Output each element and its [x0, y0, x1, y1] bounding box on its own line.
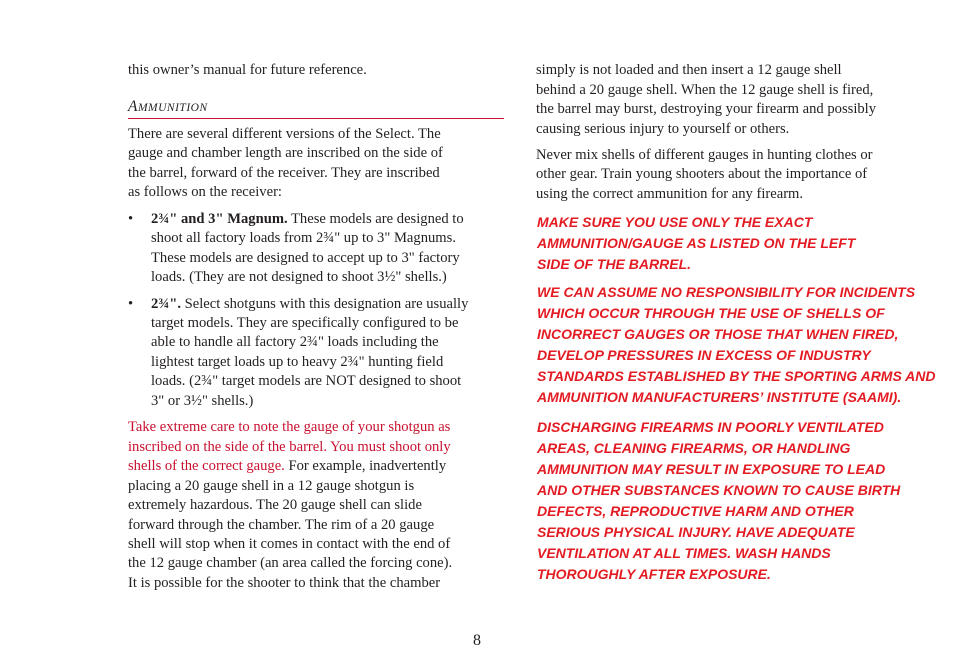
section-heading-ammunition [128, 97, 208, 118]
warning-line: WE CAN ASSUME NO RESPONSIBILITY FOR INCIDENTS [537, 284, 916, 300]
text-span: For example, inadvertently [284, 458, 447, 474]
text-line: extremely hazardous. The 20 gauge shell can slide [128, 497, 422, 513]
red-text-line: inscribed on the side of the barrel. You must shoot only [128, 439, 451, 455]
warning-line: SIDE OF THE BARREL. [537, 256, 692, 272]
warning-line: SERIOUS PHYSICAL INJURY. HAVE ADEQUATE [537, 524, 855, 540]
text-line: the barrel may burst, destroying your firearm and possibly [536, 101, 877, 117]
text-line: able to handle all factory 2¾" loads including the [151, 334, 439, 350]
warning-line: DEFECTS, REPRODUCTIVE HARM AND OTHER [537, 503, 854, 519]
intro-line: this owner’s manual for future reference. [128, 62, 367, 78]
red-text-span: shells of the correct gauge. [128, 458, 285, 474]
heading-rest: MMUNITION [137, 102, 208, 114]
text-line: the barrel, forward of the receiver. They are inscribed [128, 165, 440, 181]
text-line: It is possible for the shooter to think that the chamber [128, 575, 441, 591]
heading-initial: A [128, 98, 138, 115]
text-line: other gear. Train young shooters about the importance of [536, 166, 868, 182]
text-line: loads. (2¾" target models are NOT designed to shoot [151, 373, 462, 389]
page-number: 8 [473, 632, 481, 649]
text-line: using the correct ammunition for any firearm. [536, 186, 804, 202]
red-text-line: Take extreme care to note the gauge of your shotgun as [128, 419, 451, 435]
text-line: shoot all factory loads from 2¾" up to 3" Magnums. [151, 230, 456, 246]
warning-line: INCORRECT GAUGES OR THOSE THAT WHEN FIRED, [537, 326, 899, 342]
bullet-icon: • [128, 296, 134, 312]
warning-line: AMMUNITION MANUFACTURERS’ INSTITUTE (SAAMI). [537, 389, 902, 405]
text-line: 3" or 3½" shells.) [151, 393, 254, 409]
text-line: There are several different versions of the Select. The [128, 126, 441, 142]
text-line: placing a 20 gauge shell in a 12 gauge shotgun is [128, 478, 415, 494]
text-line: lightest target loads up to heavy 2¾" hunting field [151, 354, 444, 370]
warning-line: WHICH OCCUR THROUGH THE USE OF SHELLS OF [537, 305, 885, 321]
warning-line: AMMUNITION/GAUGE AS LISTED ON THE LEFT [537, 235, 856, 251]
warning-line: STANDARDS ESTABLISHED BY THE SPORTING ARMS AND [537, 368, 936, 384]
warning-line: THOROUGHLY AFTER EXPOSURE. [537, 566, 771, 582]
text-line: target models. They are specifically configured to be [151, 315, 459, 331]
bullet-label: 2¾". [151, 296, 181, 312]
bullet-first-line [151, 295, 468, 314]
text-line: gauge and chamber length are inscribed on the side of [128, 145, 443, 161]
mixed-text-line [128, 457, 446, 476]
text-line: forward through the chamber. The rim of a 20 gauge [128, 517, 435, 533]
bullet-text: These models are designed to [287, 211, 464, 227]
text-line: These models are designed to accept up to 3" factory [151, 250, 460, 266]
warning-line: AREAS, CLEANING FIREARMS, OR HANDLING [537, 440, 851, 456]
warning-line: AND OTHER SUBSTANCES KNOWN TO CAUSE BIRTH [537, 482, 901, 498]
bullet-text: Select shotguns with this designation are usually [181, 296, 469, 312]
text-line: Never mix shells of different gauges in hunting clothes or [536, 147, 873, 163]
warning-line: DISCHARGING FIREARMS IN POORLY VENTILATED [537, 419, 884, 435]
warning-line: AMMUNITION MAY RESULT IN EXPOSURE TO LEAD [537, 461, 886, 477]
bullet-icon: • [128, 211, 134, 227]
warning-line: VENTILATION AT ALL TIMES. WASH HANDS [537, 545, 831, 561]
bullet-first-line [151, 210, 464, 229]
text-line: behind a 20 gauge shell. When the 12 gauge shell is fired, [536, 82, 874, 98]
section-divider [128, 118, 504, 119]
text-line: causing serious injury to yourself or others. [536, 121, 790, 137]
text-line: loads. (They are not designed to shoot 3½" shells.) [151, 269, 447, 285]
text-line: as follows on the receiver: [128, 184, 282, 200]
bullet-label: 2¾" and 3" Magnum. [151, 211, 288, 227]
warning-line: DEVELOP PRESSURES IN EXCESS OF INDUSTRY [537, 347, 871, 363]
text-line: the 12 gauge chamber (an area called the forcing cone). [128, 555, 453, 571]
text-line: shell will stop when it comes in contact with the end of [128, 536, 451, 552]
warning-line: MAKE SURE YOU USE ONLY THE EXACT [537, 214, 813, 230]
text-line: simply is not loaded and then insert a 12 gauge shell [536, 62, 842, 78]
